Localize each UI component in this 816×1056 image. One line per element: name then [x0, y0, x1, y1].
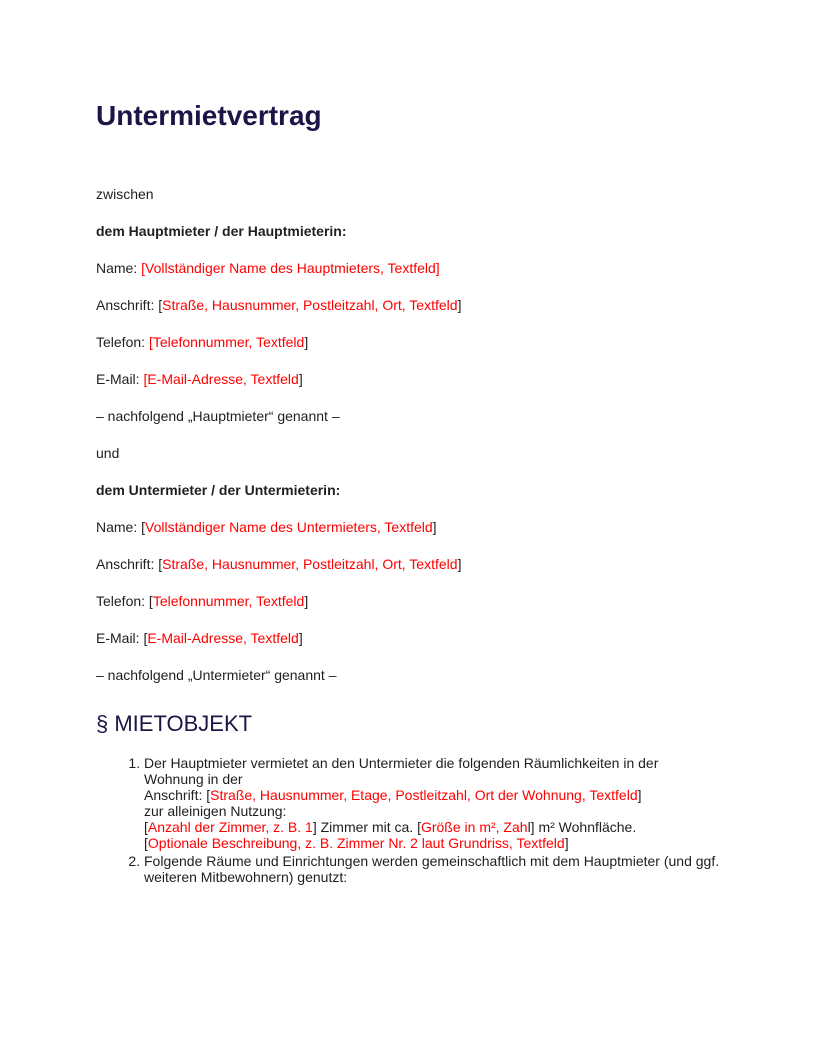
list-item: [144, 853, 720, 885]
bracket: ]: [298, 371, 303, 387]
bracket: ]: [457, 297, 462, 313]
document-page: [96, 96, 720, 887]
email-label: E-Mail:: [96, 371, 144, 387]
mietobjekt-list: [96, 755, 720, 885]
room-count-field[interactable]: Anzahl der Zimmer, z. B. 1: [147, 819, 313, 835]
subtenant-email-line: [96, 628, 720, 648]
item-text: zur alleinigen Nutzung:: [144, 803, 287, 819]
item-text: Folgende Räume und Einrichtungen werden gemeinschaftlich mit dem Hauptmieter (und ggf. weiteren Mitbewohnern) genutzt:: [144, 853, 720, 885]
room-description-field[interactable]: Optionale Beschreibung, z. B. Zimmer Nr. 2 laut Grundriss, Textfeld: [147, 835, 565, 851]
subtenant-heading: dem Untermieter / der Untermieterin:: [96, 482, 341, 498]
address-label: Anschrift: [: [96, 297, 163, 313]
main-tenant-address-line: [96, 295, 720, 315]
intro-text: zwischen: [96, 186, 154, 202]
bracket: ]: [298, 630, 303, 646]
room-size-field[interactable]: Größe in m², Zah: [420, 819, 528, 835]
subtenant-designation: – nachfolgend „Untermieter“ genannt –: [96, 667, 337, 683]
bracket: ]: [432, 519, 437, 535]
subtenant-name-line: [96, 517, 720, 537]
apartment-address-field[interactable]: Straße, Hausnummer, Etage, Postleitzahl, Ort der Wohnung, Textfeld: [210, 787, 638, 803]
subtenant-address-field[interactable]: Straße, Hausnummer, Postleitzahl, Ort, Textfeld: [162, 556, 458, 572]
document-title: Untermietvertrag: [96, 100, 322, 131]
address-label: Anschrift: [: [144, 787, 211, 803]
item-text: ] Zimmer mit ca. [: [312, 819, 421, 835]
main-tenant-email-field[interactable]: [E-Mail-Adresse, Textfeld: [143, 371, 299, 387]
phone-label: Telefon: [: [96, 593, 153, 609]
bracket: [: [144, 819, 148, 835]
bracket: ]: [457, 556, 462, 572]
main-tenant-phone-field[interactable]: [Telefonnummer, Textfeld: [148, 334, 305, 350]
bracket: ]: [564, 835, 569, 851]
item-text: Der Hauptmieter vermietet an den Untermieter die folgenden Räumlichkeiten in der Wohnung in der: [144, 755, 659, 787]
item-text: l] m² Wohnfläche.: [527, 819, 637, 835]
bracket: [: [144, 835, 148, 851]
subtenant-phone-field[interactable]: Telefonnummer, Textfeld: [152, 593, 305, 609]
main-tenant-phone-line: [96, 332, 720, 352]
main-tenant-heading: dem Hauptmieter / der Hauptmieterin:: [96, 223, 347, 239]
main-tenant-name-field[interactable]: [Vollständiger Name des Hauptmieters, Textfeld]: [141, 260, 440, 276]
phone-label: Telefon:: [96, 334, 149, 350]
main-tenant-email-line: [96, 369, 720, 389]
name-label: Name:: [96, 260, 142, 276]
subtenant-email-field[interactable]: E-Mail-Adresse, Textfeld: [147, 630, 299, 646]
subtenant-address-line: [96, 554, 720, 574]
main-tenant-name-line: [96, 258, 720, 278]
main-tenant-designation: – nachfolgend „Hauptmieter“ genannt –: [96, 408, 340, 424]
subtenant-name-field[interactable]: Vollständiger Name des Untermieters, Textfeld: [145, 519, 433, 535]
conjunction-text: und: [96, 445, 120, 461]
section-heading-mietobjekt: § MIETOBJEKT: [96, 711, 253, 736]
subtenant-phone-line: [96, 591, 720, 611]
list-item: [144, 755, 720, 851]
name-label: Name: [: [96, 519, 146, 535]
main-tenant-address-field[interactable]: Straße, Hausnummer, Postleitzahl, Ort, Textfeld: [162, 297, 458, 313]
bracket: ]: [304, 334, 309, 350]
bracket: ]: [304, 593, 309, 609]
email-label: E-Mail: [: [96, 630, 148, 646]
bracket: ]: [637, 787, 642, 803]
address-label: Anschrift: [: [96, 556, 163, 572]
